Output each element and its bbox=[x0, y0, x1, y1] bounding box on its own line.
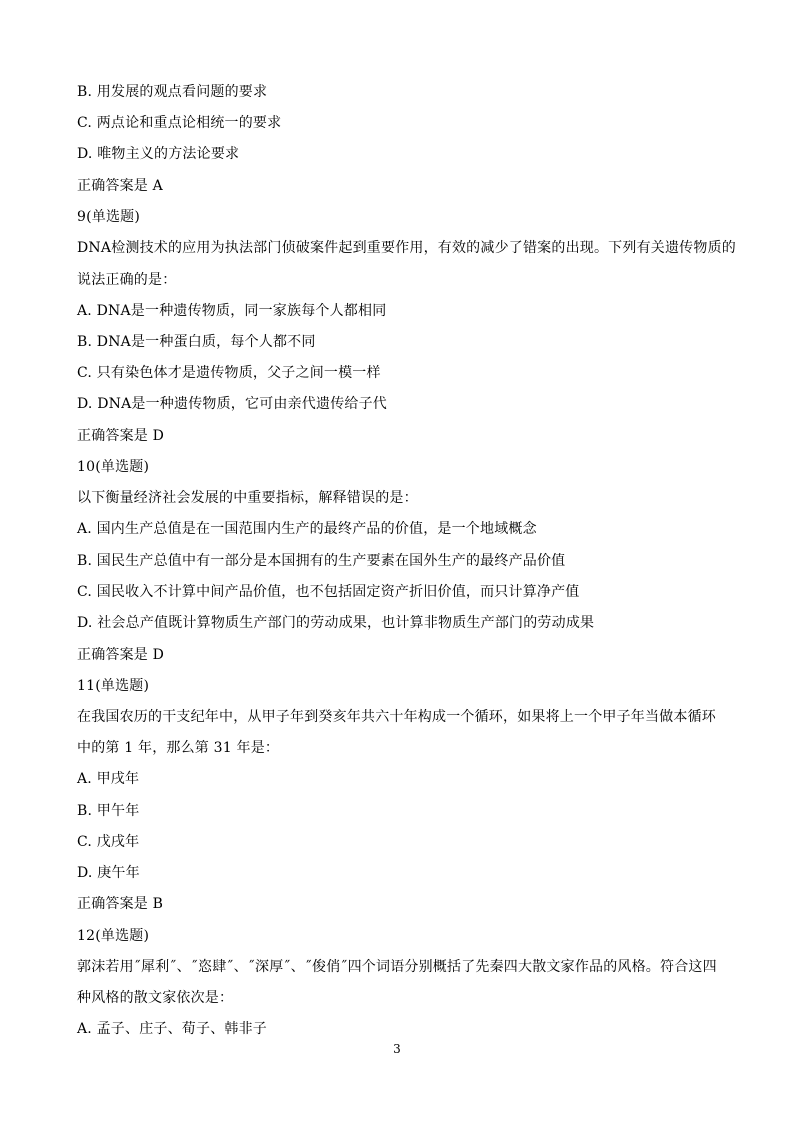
option-a-q10: A. 国内生产总值是在一国范围内生产的最终产品的价值，是一个地域概念 bbox=[77, 521, 537, 537]
question-text-9: DNA检测技术的应用为执法部门侦破案件起到重要作用，有效的减少了错案的出现。下列有关遗传物质的 bbox=[77, 240, 736, 256]
option-b-q11: B. 甲午年 bbox=[77, 803, 140, 819]
question-text-9-cont: 说法正确的是： bbox=[77, 272, 177, 288]
option-b-q10: B. 国民生产总值中有一部分是本国拥有的生产要素在国外生产的最终产品价值 bbox=[77, 553, 566, 569]
option-d-q10: D. 社会总产值既计算物质生产部门的劳动成果，也计算非物质生产部门的劳动成果 bbox=[77, 615, 595, 631]
option-a-q12: A. 孟子、庄子、荀子、韩非子 bbox=[77, 1021, 268, 1037]
question-header-12: 12(单选题) bbox=[77, 928, 150, 944]
answer-q11: 正确答案是 B bbox=[77, 896, 164, 912]
answer-q9: 正确答案是 D bbox=[77, 428, 165, 444]
option-d-q9: D. DNA是一种遗传物质，它可由亲代遗传给子代 bbox=[77, 396, 388, 412]
question-text-12-cont: 种风格的散文家依次是： bbox=[77, 990, 234, 1006]
question-header-10: 10(单选题) bbox=[77, 459, 150, 475]
option-d-q11: D. 庚午年 bbox=[77, 865, 140, 881]
option-d-q8: D. 唯物主义的方法论要求 bbox=[77, 146, 240, 162]
option-a-q11: A. 甲戌年 bbox=[77, 771, 140, 787]
option-c-q8: C. 两点论和重点论相统一的要求 bbox=[77, 115, 282, 131]
question-header-11: 11(单选题) bbox=[77, 678, 150, 694]
option-b-q9: B. DNA是一种蛋白质，每个人都不同 bbox=[77, 334, 316, 350]
option-c-q11: C. 戊戌年 bbox=[77, 834, 140, 850]
answer-q10: 正确答案是 D bbox=[77, 647, 165, 663]
answer-q8: 正确答案是 A bbox=[77, 178, 163, 194]
question-text-10: 以下衡量经济社会发展的中重要指标，解释错误的是： bbox=[77, 490, 418, 506]
option-b-q8: B. 用发展的观点看问题的要求 bbox=[77, 84, 268, 100]
question-text-12: 郭沫若用˝犀利˝、˝恣肆˝、˝深厚˝、˝俊俏˝四个词语分别概括了先秦四大散文家作品的风格。符合这四 bbox=[77, 959, 717, 975]
question-header-9: 9(单选题) bbox=[77, 209, 141, 225]
option-c-q9: C. 只有染色体才是遗传物质，父子之间一模一样 bbox=[77, 365, 381, 381]
question-text-11-cont: 中的第 1 年，那么第 31 年是： bbox=[77, 740, 280, 756]
page-number: 3 bbox=[393, 1042, 401, 1056]
option-a-q9: A. DNA是一种遗传物质，同一家族每个人都相同 bbox=[77, 303, 387, 319]
option-c-q10: C. 国民收入不计算中间产品价值，也不包括固定资产折旧价值，而只计算净产值 bbox=[77, 584, 580, 600]
question-text-11: 在我国农历的干支纪年中，从甲子年到癸亥年共六十年构成一个循环，如果将上一个甲子年当做本循环 bbox=[77, 709, 716, 725]
